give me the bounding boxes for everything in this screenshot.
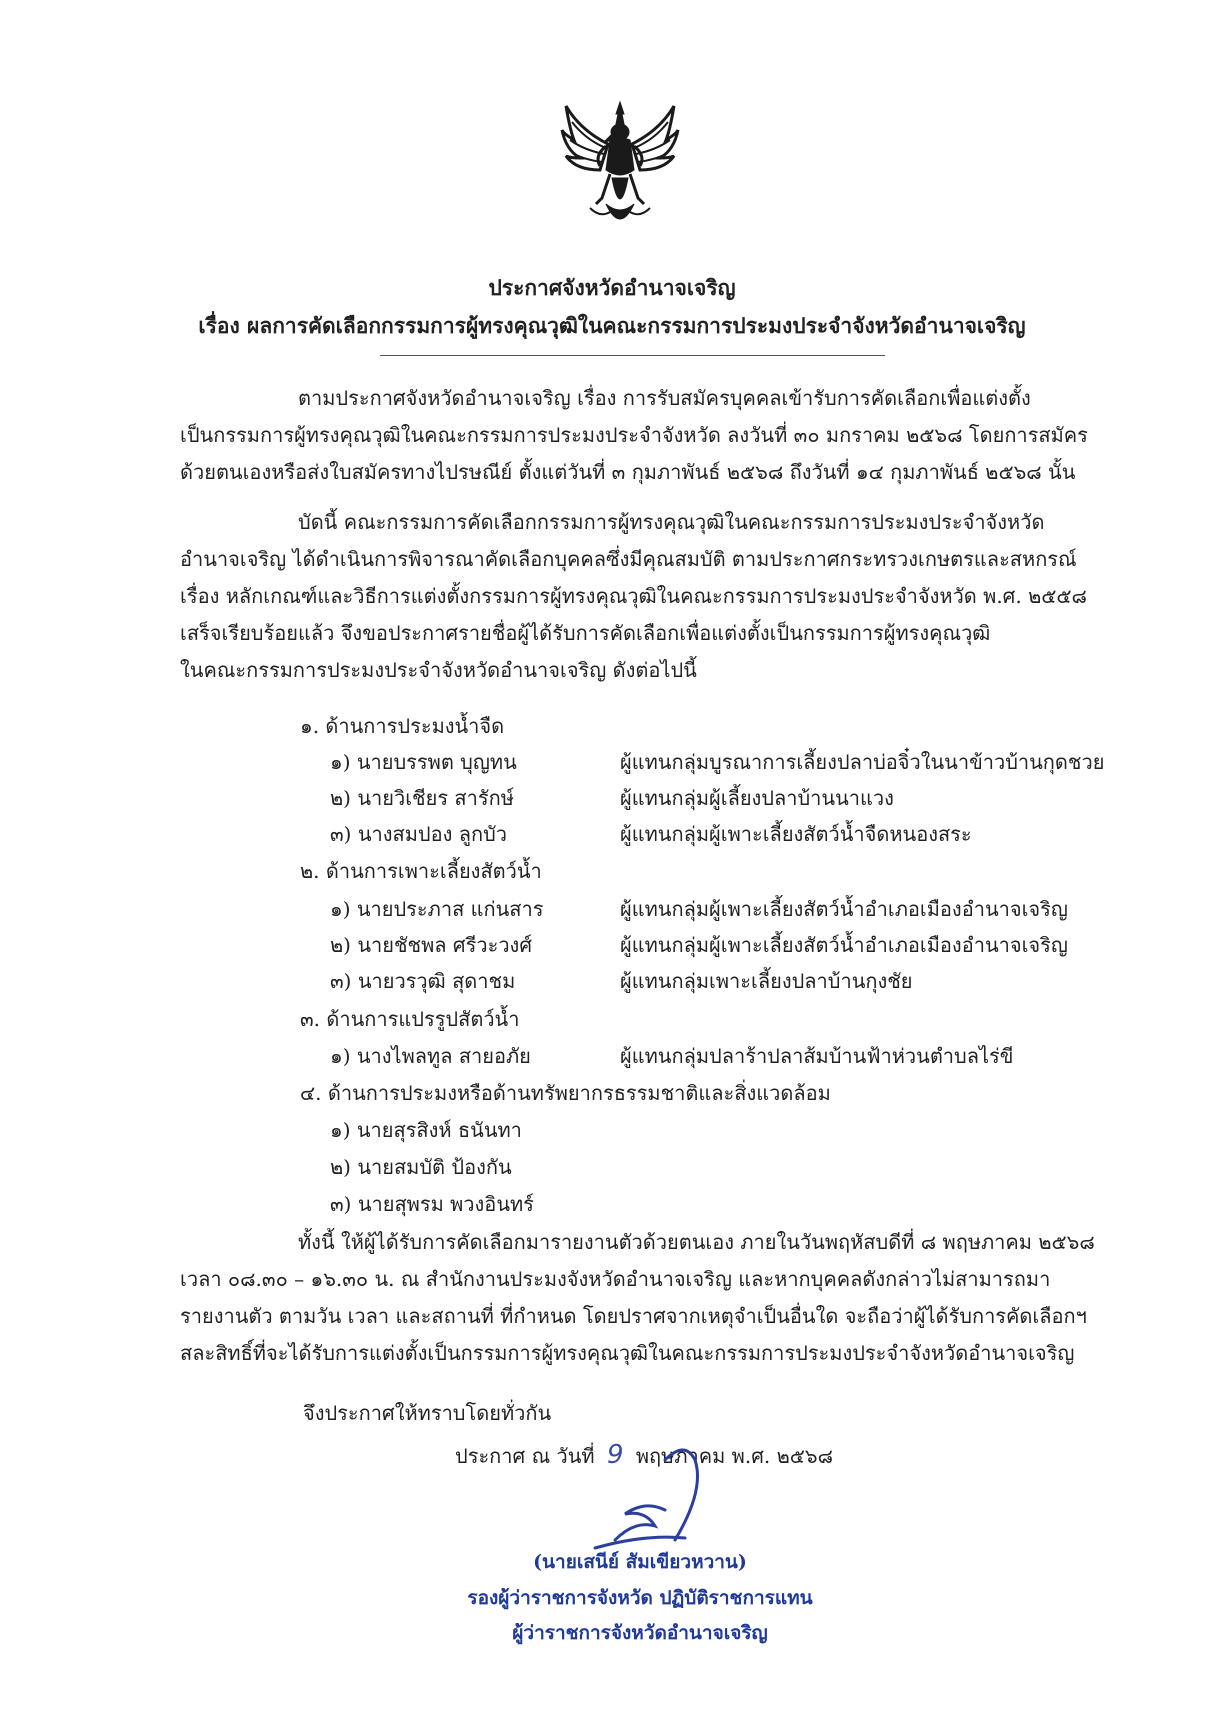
- member-name: ๓) นายวรวุฒิ สุดาชม: [330, 969, 516, 993]
- conclusion-line: ทั้งนี้ ให้ผู้ได้รับการคัดเลือกมารายงานตัวด้วยตนเอง ภายในวันพฤหัสบดีที่ ๘ พฤษภาคม ๒๕๖๘: [298, 1230, 1095, 1254]
- body-line: บัดนี้ คณะกรรมการคัดเลือกกรรมการผู้ทรงคุณวุฒิในคณะกรรมการประมงประจำจังหวัด: [298, 510, 1045, 534]
- announcement-title: ประกาศจังหวัดอำนาจเจริญ: [488, 275, 736, 300]
- member-role: ผู้แทนกลุ่มเพาะเลี้ยงปลาบ้านกุงชัย: [620, 969, 913, 993]
- member-name: ๑) นายบรรพต บุญทน: [330, 750, 517, 774]
- closing-line: จึงประกาศให้ทราบโดยทั่วกัน: [303, 1401, 552, 1425]
- member-name: ๓) นางสมปอง ลูกบัว: [330, 822, 508, 846]
- category-title: ๓. ด้านการแปรรูปสัตว์น้ำ: [300, 1007, 520, 1031]
- conclusion-line: สละสิทธิ์ที่จะได้รับการแต่งตั้งเป็นกรรมการผู้ทรงคุณวุฒิในคณะกรรมการประมงประจำจังหวัดอำนาจเจริญ: [180, 1341, 1075, 1365]
- signatory-name: (นายเสนีย์ สัมเขียวหวาน): [533, 1551, 747, 1573]
- member-name: ๒) นายวิเชียร สารักษ์: [330, 786, 514, 810]
- body-line: ในคณะกรรมการประมงประจำจังหวัดอำนาจเจริญ ดังต่อไปนี้: [180, 658, 697, 682]
- title-divider: [380, 355, 885, 356]
- member-name: ๒) นายชัชพล ศรีวะวงศ์: [330, 933, 533, 957]
- member-name: ๑) นางไพลทูล สายอภัย: [330, 1044, 531, 1068]
- member-name: ๒) นายสมบัติ ป้องกัน: [330, 1155, 512, 1179]
- date-suffix: พฤษภาคม พ.ศ. ๒๕๖๘: [635, 1444, 834, 1468]
- member-role: ผู้แทนกลุ่มผู้เลี้ยงปลาบ้านนาแวง: [620, 786, 894, 810]
- body-line: อำนาจเจริญ ได้ดำเนินการพิจารณาคัดเลือกบุคคลซึ่งมีคุณสมบัติ ตามประกาศกระทรวงเกษตรและสหกรณ์: [180, 547, 1077, 571]
- handwritten-signature-icon: [555, 1430, 765, 1560]
- date-day: 9: [606, 1440, 624, 1470]
- member-name: ๑) นายประภาส แก่นสาร: [330, 897, 544, 921]
- intro-line: ด้วยตนเองหรือส่งใบสมัครทางไปรษณีย์ ตั้งแต่วันที่ ๓ กุมภาพันธ์ ๒๕๖๘ ถึงวันที่ ๑๔ กุมภาพันธ์ ๒๕๖๘ นั้น: [180, 460, 1076, 484]
- signatory-position-2: ผู้ว่าราชการจังหวัดอำนาจเจริญ: [512, 1622, 768, 1644]
- member-role: ผู้แทนกลุ่มผู้เพาะเลี้ยงสัตว์น้ำอำเภอเมืองอำนาจเจริญ: [620, 897, 1068, 921]
- intro-line: เป็นกรรมการผู้ทรงคุณวุฒิในคณะกรรมการประมงประจำจังหวัด ลงวันที่ ๓๐ มกราคม ๒๕๖๘ โดยการสมัคร: [180, 423, 1088, 447]
- garuda-emblem-icon: [560, 100, 680, 235]
- member-name: ๓) นายสุพรม พวงอินทร์: [330, 1192, 534, 1216]
- member-role: ผู้แทนกลุ่มปลาร้าปลาส้มบ้านฟ้าห่วนตำบลไร่ขี: [620, 1044, 1014, 1068]
- category-title: ๑. ด้านการประมงน้ำจืด: [300, 714, 505, 738]
- date-prefix: ประกาศ ณ วันที่: [455, 1444, 595, 1468]
- member-name: ๑) นายสุรสิงห์ ธนันทา: [330, 1118, 522, 1142]
- body-line: เสร็จเรียบร้อยแล้ว จึงขอประกาศรายชื่อผู้ได้รับการคัดเลือกเพื่อแต่งตั้งเป็นกรรมการผู้ทรงคุณวุฒิ: [180, 621, 991, 645]
- member-role: ผู้แทนกลุ่มผู้เพาะเลี้ยงสัตว์น้ำจืดหนองสระ: [620, 822, 972, 846]
- conclusion-line: เวลา ๐๘.๓๐ – ๑๖.๓๐ น. ณ สำนักงานประมงจังหวัดอำนาจเจริญ และหากบุคคลดังกล่าวไม่สามารถมา: [180, 1267, 1051, 1291]
- announcement-subject: เรื่อง ผลการคัดเลือกกรรมการผู้ทรงคุณวุฒิในคณะกรรมการประมงประจำจังหวัดอำนาจเจริญ: [198, 313, 1026, 338]
- signatory-position: รองผู้ว่าราชการจังหวัด ปฏิบัติราชการแทน: [467, 1587, 813, 1609]
- body-line: เรื่อง หลักเกณฑ์และวิธีการแต่งตั้งกรรมการผู้ทรงคุณวุฒิในคณะกรรมการประมงประจำจังหวัด พ.ศ. ๒๕๕๘: [180, 584, 1087, 608]
- conclusion-paragraph: [180, 1224, 1110, 1372]
- category-title: ๒. ด้านการเพาะเลี้ยงสัตว์น้ำ: [300, 859, 542, 883]
- category-title: ๔. ด้านการประมงหรือด้านทรัพยากรธรรมชาติและสิ่งแวดล้อม: [300, 1081, 831, 1105]
- intro-paragraph: [180, 380, 1110, 491]
- member-role: ผู้แทนกลุ่มผู้เพาะเลี้ยงสัตว์น้ำอำเภอเมืองอำนาจเจริญ: [620, 933, 1068, 957]
- intro-line: ตามประกาศจังหวัดอำนาจเจริญ เรื่อง การรับสมัครบุคคลเข้ารับการคัดเลือกเพื่อแต่งตั้ง: [298, 386, 1031, 410]
- conclusion-line: รายงานตัว ตามวัน เวลา และสถานที่ ที่กำหนด โดยปราศจากเหตุจำเป็นอื่นใด จะถือว่าผู้ได้รับการคัดเลือกฯ: [180, 1304, 1087, 1328]
- member-role: ผู้แทนกลุ่มบูรณาการเลี้ยงปลาบ่อจิ๋วในนาข้าวบ้านกุดชวย: [620, 750, 1105, 774]
- body-paragraph: [180, 504, 1110, 689]
